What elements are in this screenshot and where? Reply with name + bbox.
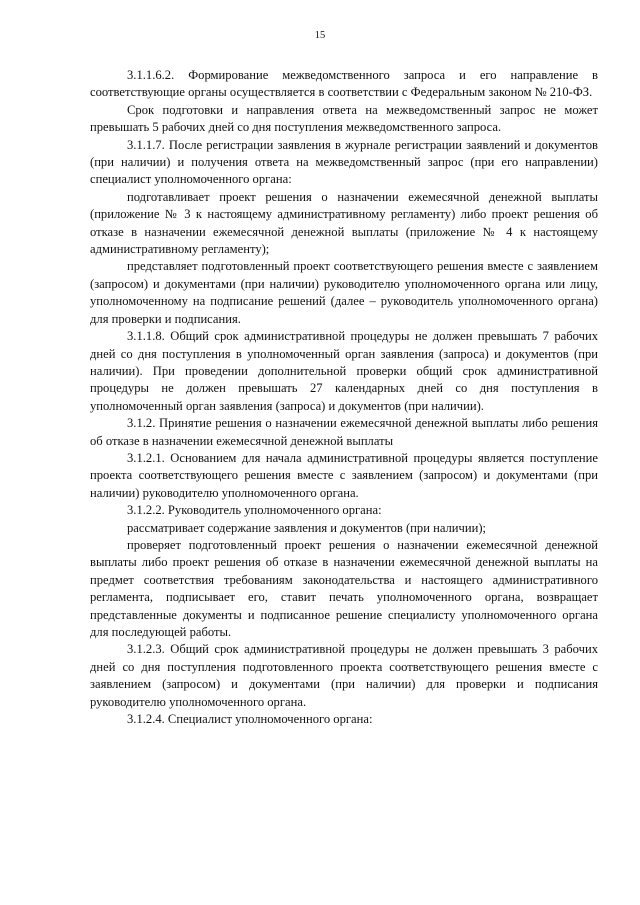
document-body xyxy=(90,67,598,728)
paragraph-3-1-1-6-2: 3.1.1.6.2. Формирование межведомственного запроса и его направление в соответствующие органы осуществляется в соответствии с Федеральным законом № 210-ФЗ. xyxy=(90,68,598,100)
paragraph-reviews-content: рассматривает содержание заявления и документов (при наличии); xyxy=(127,520,487,535)
paragraph-3-1-2-heading: 3.1.2. Принятие решения о назначении ежемесячной денежной выплаты либо решения об отказе в назначении ежемесячной денежной выплаты xyxy=(90,416,598,448)
paragraph-3-1-1-7: 3.1.1.7. После регистрации заявления в журнале регистрации заявлений и документов (при наличии) и получения ответа на межведомственный запрос (при его направлении) специалист уполномоченного органа: xyxy=(90,137,598,187)
paragraph-3-1-2-4: 3.1.2.4. Специалист уполномоченного органа: xyxy=(127,712,373,727)
paragraph-prepares-draft: подготавливает проект решения о назначении ежемесячной денежной выплаты (приложение № 3 к настоящему административному регламенту) либо проект решения об отказе в назначении ежемесячной денежной выплаты (приложение № 4 к настоящему административному регламенту); xyxy=(90,189,598,257)
paragraph-checks-draft: проверяет подготовленный проект решения о назначении ежемесячной денежной выплаты либо проект решения об отказе в назначении ежемесячной денежной выплаты на предмет соответствия требованиям законодательства и настоящего административного регламента, подписывает его, ставит печать уполномоченного органа, возвращает представленные документы и подписанное решение специалисту уполномоченного органа для последующей работы. xyxy=(90,537,598,639)
paragraph-3-1-2-1: 3.1.2.1. Основанием для начала административной процедуры является поступление проекта соответствующего решения вместе с заявлением (запросом) и документами (при наличии) руководителю уполномоченного органа. xyxy=(90,450,598,500)
paragraph-3-1-2-3: 3.1.2.3. Общий срок административной процедуры не должен превышать 3 рабочих дней со дня поступления подготовленного проекта соответствующего решения вместе с заявлением (запросом) и документами (при наличии) для проверки и подписания руководителю уполномоченного органа. xyxy=(90,642,598,709)
page-number: 15 xyxy=(314,30,326,41)
paragraph-3-1-2-2: 3.1.2.2. Руководитель уполномоченного органа: xyxy=(127,503,382,518)
paragraph-response-deadline: Срок подготовки и направления ответа на межведомственный запрос не может превышать 5 рабочих дней со дня поступления межведомственного запроса. xyxy=(90,102,598,135)
paragraph-3-1-1-8: 3.1.1.8. Общий срок административной процедуры не должен превышать 7 рабочих дней со дня поступления в уполномоченный орган заявления (запроса) и документов (при наличии). При проведении дополнительной проверки общий срок административной процедуры не должен превышать 27 календарных дней со дня поступления в уполномоченный орган заявления (запроса) и документов (при наличии). xyxy=(90,329,598,413)
paragraph-submits-draft: представляет подготовленный проект соответствующего решения вместе с заявлением (запросом) и документами (при наличии) руководителю уполномоченного органа или лицу, уполномоченному на подписание решений (далее – руководитель уполномоченного органа) для проверки и подписания. xyxy=(90,259,598,326)
